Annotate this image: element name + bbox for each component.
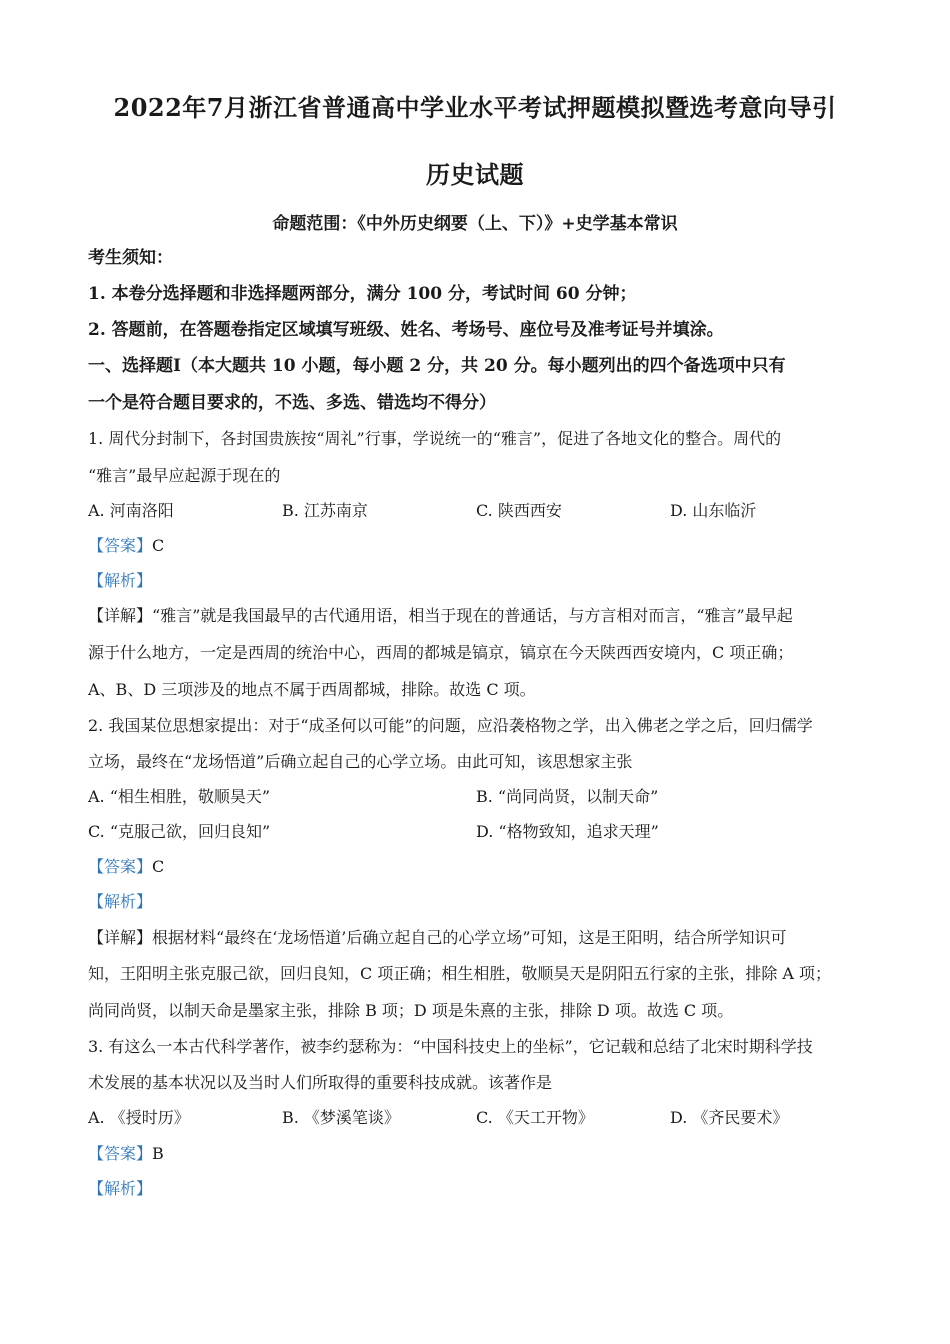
q1-option-d: D. 山东临沂 — [670, 501, 757, 520]
q1-option-b: B. 江苏南京 — [282, 501, 368, 520]
analysis-tag: 【解析】 — [88, 1179, 153, 1198]
q3-option-a: A. 《授时历》 — [88, 1108, 190, 1127]
q1-option-a: A. 河南洛阳 — [88, 501, 174, 520]
detail-tag: 【详解】 — [88, 606, 153, 625]
q2-detail-cont: 知，王阳明主张克服己欲，回归良知，C 项正确；相生相胜，敬顺昊天是阴阳五行家的主张，排除 A 项； — [88, 964, 832, 983]
answer-tag: 【答案】 — [88, 536, 153, 555]
notice-heading: 考生须知： — [88, 248, 173, 268]
q2-answer-value: C — [152, 857, 165, 876]
q1-stem: 1. 周代分封制下，各封国贵族按“周礼”行事，学说统一的“雅言”，促进了各地文化的整合。周代的 — [88, 429, 782, 448]
answer-tag: 【答案】 — [88, 1144, 153, 1163]
q1-detail-cont: 源于什么地方，一定是西周的统治中心，西周的都城是镐京，镐京在今天陕西西安境内，C 项正确； — [88, 643, 794, 662]
q2-detail-cont-2: 尚同尚贤，以制天命是墨家主张，排除 B 项；D 项是朱熹的主张，排除 D 项。故选 C 项。 — [88, 1001, 734, 1020]
q2-answer — [88, 856, 868, 878]
analysis-tag: 【解析】 — [88, 892, 153, 911]
q3-stem: 3. 有这么一本古代科学著作，被李约瑟称为：“中国科技史上的坐标”，它记载和总结了北宋时期科学技 — [88, 1037, 813, 1056]
q1-answer-value: C — [152, 536, 165, 555]
q2-option-d: D. “格物致知，追求天理” — [476, 822, 659, 841]
q1-detail — [88, 605, 868, 627]
subject-title: 历史试题 — [426, 160, 524, 189]
section-heading-cont: 一个是符合题目要求的，不选、多选、错选均不得分） — [88, 393, 496, 413]
q3-answer — [88, 1143, 868, 1165]
exam-scope: 命题范围：《中外历史纲要（上、下）》+史学基本常识 — [272, 214, 678, 234]
q3-option-b: B. 《梦溪笔谈》 — [282, 1108, 400, 1127]
q2-option-c: C. “克服己欲，回归良知” — [88, 822, 271, 841]
q2-detail — [88, 927, 868, 949]
analysis-tag: 【解析】 — [88, 571, 153, 590]
detail-tag: 【详解】 — [88, 928, 153, 947]
q2-stem: 2. 我国某位思想家提出：对于“成圣何以可能”的问题，应沿袭格物之学，出入佛老之学之后，回归儒学 — [88, 716, 813, 735]
q1-detail-cont-2: A、B、D 三项涉及的地点不属于西周都城，排除。故选 C 项。 — [88, 680, 536, 699]
exam-title: 2022年7月浙江省普通高中学业水平考试押题模拟暨选考意向导引 — [113, 93, 837, 122]
q2-analysis — [88, 891, 868, 913]
q1-detail-text: “雅言”就是我国最早的古代通用语，相当于现在的普通话，与方言相对而言，“雅言”最早起 — [152, 606, 793, 625]
q2-option-a: A. “相生相胜，敬顺昊天” — [88, 787, 271, 806]
q3-option-c: C. 《天工开物》 — [476, 1108, 594, 1127]
q2-option-b: B. “尚同尚贤，以制天命” — [476, 787, 659, 806]
q1-analysis — [88, 570, 868, 592]
notice-item-1: 1. 本卷分选择题和非选择题两部分，满分 100 分，考试时间 60 分钟； — [88, 284, 637, 304]
q2-stem-cont: 立场，最终在“龙场悟道”后确立起自己的心学立场。由此可知，该思想家主张 — [88, 752, 633, 771]
q1-option-c: C. 陕西西安 — [476, 501, 562, 520]
answer-tag: 【答案】 — [88, 857, 153, 876]
section-heading: 一、选择题Ⅰ（本大题共 10 小题，每小题 2 分，共 20 分。每小题列出的四个备选项中只有 — [88, 356, 786, 376]
q1-stem-cont: “雅言”最早应起源于现在的 — [88, 466, 281, 485]
q3-answer-value: B — [152, 1144, 164, 1163]
q1-answer — [88, 535, 868, 557]
q2-detail-text: 根据材料“最终在‘龙场悟道’后确立起自己的心学立场”可知，这是王阳明，结合所学知识可 — [152, 928, 787, 947]
notice-item-2: 2. 答题前，在答题卷指定区域填写班级、姓名、考场号、座位号及准考证号并填涂。 — [88, 320, 724, 340]
q3-analysis — [88, 1178, 868, 1200]
q3-stem-cont: 术发展的基本状况以及当时人们所取得的重要科技成就。该著作是 — [88, 1073, 553, 1092]
q3-option-d: D. 《齐民要术》 — [670, 1108, 789, 1127]
